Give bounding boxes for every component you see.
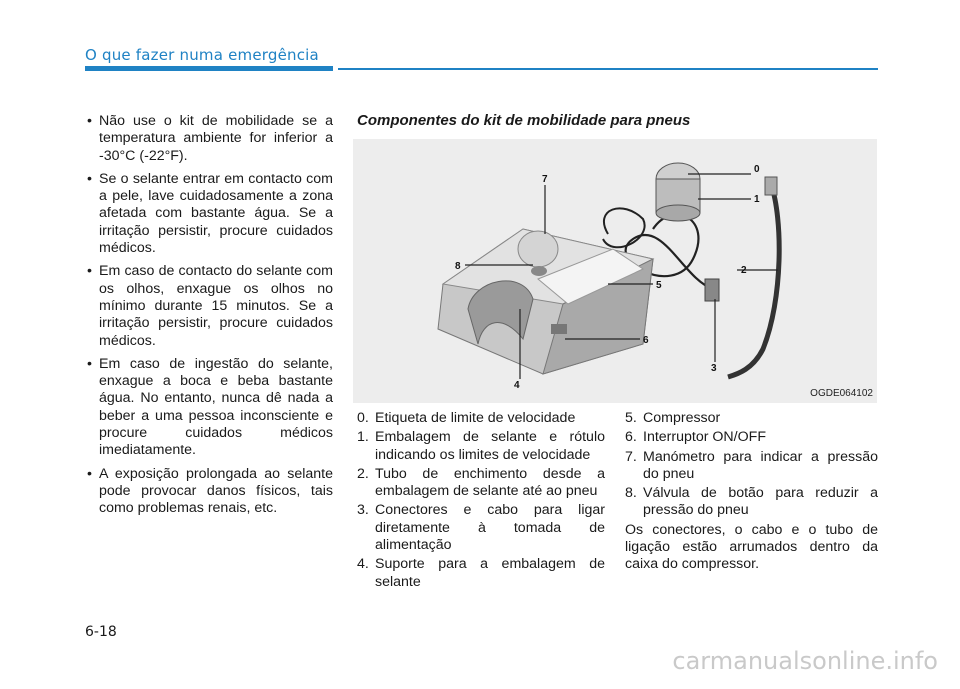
- warning-item: • A exposição prolongada ao selante pode provocar danos físicos, tais como problemas renais, etc.: [85, 466, 333, 518]
- component-number: 2.: [357, 465, 369, 482]
- callout-0: 0: [754, 164, 760, 175]
- component-item: [357, 502, 605, 554]
- component-text: Compressor: [643, 410, 721, 426]
- warning-list: [85, 113, 333, 524]
- cable-coil: [603, 208, 645, 247]
- component-text: Interruptor ON/OFF: [643, 429, 766, 446]
- component-item: [625, 449, 878, 484]
- callout-3: 3: [711, 363, 717, 374]
- watermark: carmanualsonline.info: [672, 647, 938, 675]
- power-plug: [705, 279, 719, 301]
- component-number: 1.: [357, 429, 369, 446]
- component-text: Suporte para a embalagem de selante: [375, 556, 605, 590]
- section-header: O que fazer numa emergência: [85, 46, 319, 64]
- component-number: 5.: [625, 410, 637, 426]
- component-text: Manómetro para indicar a pressão do pneu: [643, 448, 878, 482]
- callout-1: 1: [754, 194, 760, 205]
- component-number: 7.: [625, 448, 637, 465]
- component-text: Tubo de enchimento desde a embalagem de selante até ao pneu: [375, 465, 605, 500]
- component-item: [357, 410, 605, 427]
- callout-7: 7: [542, 174, 548, 185]
- warning-item: • Não use o kit de mobilidade se a temperatura ambiente for inferior a -30°C (-22°F).: [85, 113, 333, 165]
- component-item: [357, 429, 605, 464]
- sealant-bottle-base: [656, 205, 700, 221]
- component-list-right: [625, 410, 878, 574]
- component-number: 3.: [357, 502, 369, 519]
- page-number: 6-18: [85, 624, 117, 640]
- component-item: [357, 466, 605, 501]
- callout-5: 5: [656, 280, 662, 291]
- storage-note: Os conectores, o cabo e o tubo de ligação estão arrumados dentro da caixa do compressor.: [625, 521, 878, 573]
- component-item: [357, 556, 605, 591]
- hose-connector: [765, 177, 777, 195]
- valve-button: [531, 266, 547, 276]
- figure-code: OGDE064102: [810, 388, 873, 399]
- component-text: Válvula de botão para reduzir a pressão do pneu: [643, 485, 878, 519]
- warning-item: • Em caso de ingestão do selante, enxague a boca e beba bastante água. No entanto, nunca dê nada a beber a uma pessoa inconsciente e procure cuidados médicos imediatamente.: [85, 356, 333, 460]
- warning-item: • Em caso de contacto do selante com os olhos, enxague os olhos no mínimo durante 15 minutos. Se a irritação persistir, procure cuidados médicos.: [85, 263, 333, 349]
- warning-item: • Se o selante entrar em contacto com a pele, lave cuidadosamente a zona afetada com bastante água. Se a irritação persistir, procure cuidados médicos.: [85, 171, 333, 257]
- pressure-gauge: [518, 231, 558, 267]
- component-number: 8.: [625, 485, 637, 502]
- component-text: Conectores e cabo para ligar diretamente à tomada de alimentação: [375, 502, 605, 554]
- component-item: [625, 429, 878, 446]
- component-number: 4.: [357, 556, 369, 573]
- header-accent-bar: [85, 66, 333, 71]
- component-number: 0.: [357, 410, 369, 426]
- component-list-left: [357, 410, 605, 593]
- component-number: 6.: [625, 429, 637, 446]
- callout-4: 4: [514, 380, 520, 391]
- component-text: Embalagem de selante e rótulo indicando os limites de velocidade: [375, 429, 605, 463]
- component-item: [625, 485, 878, 520]
- kit-drawing: [353, 139, 877, 403]
- header-rule: [338, 68, 878, 70]
- kit-illustration: [353, 139, 877, 403]
- component-text: Etiqueta de limite de velocidade: [375, 410, 576, 426]
- on-off-switch: [551, 324, 567, 334]
- callout-6: 6: [643, 335, 649, 346]
- callout-2: 2: [741, 265, 747, 276]
- filling-hose: [728, 184, 779, 377]
- component-item: [625, 410, 878, 427]
- section-title: Componentes do kit de mobilidade para pneus: [357, 112, 691, 129]
- callout-8: 8: [455, 261, 461, 272]
